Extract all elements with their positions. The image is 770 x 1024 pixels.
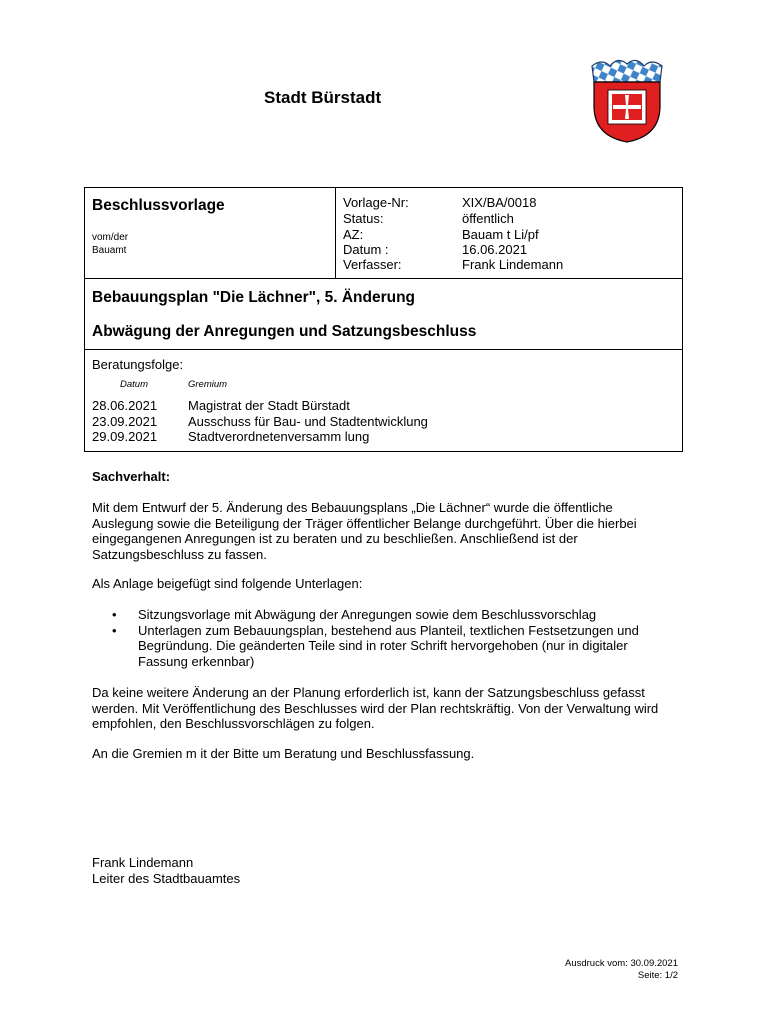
meta-value-datum: 16.06.2021 (462, 242, 528, 257)
form-box (84, 187, 683, 452)
meta-label-az: AZ: (343, 227, 364, 242)
meta-label-verfasser: Verfasser: (343, 257, 402, 272)
list-item (112, 607, 672, 623)
list-item-text: Unterlagen zum Bebauungsplan, bestehend aus Planteil, textlichen Festsetzungen und Begründung. Die geänderten Teile sind in roter Schrift hervorgehoben (nur in digitaler Fassung erkennbar) (138, 622, 639, 669)
consultation-body: Ausschuss für Bau- und Stadtentwicklung (188, 414, 428, 429)
meta-label-status: Status: (343, 211, 384, 226)
meta-value-verfasser: Frank Lindemann (462, 257, 564, 272)
meta-label-vorlage: Vorlage-Nr: (343, 195, 409, 210)
print-date: Ausdruck vom: 30.09.2021 (564, 958, 678, 969)
paragraph-4: An die Gremien m it der Bitte um Beratung und Beschlussfassung. (92, 746, 475, 761)
page-number: Seite: 1/2 (637, 969, 678, 981)
bullet-icon: • (112, 607, 117, 622)
city-title: Stadt Bürstadt (264, 88, 382, 107)
department: Bauamt (92, 245, 127, 256)
meta-value-status: öffentlich (462, 211, 514, 226)
consultation-date: 23.09.2021 (92, 414, 158, 429)
coat-of-arms-icon (590, 54, 664, 144)
list-item (112, 623, 672, 670)
attachments-list (112, 607, 672, 669)
consultation-body: Stadtverordnetenversamm lung (188, 429, 370, 444)
paragraph-2: Als Anlage beigefügt sind folgende Unterlagen: (92, 576, 363, 591)
consultation-heading: Beratungsfolge: (92, 357, 184, 372)
doc-type: Beschlussvorlage (92, 197, 225, 214)
from-label: vom/der (92, 232, 129, 243)
footer (565, 958, 678, 981)
paragraph-3: Da keine weitere Änderung an der Planung erforderlich ist, kann der Satzungsbeschluss gefasst werden. Mit Veröffentlichung des Beschlusses wird der Plan rechtskräftig. Von der Verwaltung wird empfohlen, den Beschlussvorschlägen zu folgen. (92, 685, 659, 731)
signature-role: Leiter des Stadtbauamtes (92, 871, 241, 886)
meta-value-az: Bauam t Li/pf (462, 227, 539, 242)
divider (84, 278, 683, 279)
consultation-body: Magistrat der Stadt Bürstadt (188, 398, 350, 413)
meta-value-vorlage: XIX/BA/0018 (462, 195, 537, 210)
meta-label-datum: Datum : (343, 242, 389, 257)
bullet-icon: • (112, 622, 117, 638)
subject-line-2: Abwägung der Anregungen und Satzungsbeschluss (92, 323, 477, 340)
consultation-date: 28.06.2021 (92, 398, 158, 413)
list-item-text: Sitzungsvorlage mit Abwägung der Anregungen sowie dem Beschlussvorschlag (138, 607, 597, 622)
column-header-body: Gremium (188, 379, 228, 390)
section-heading: Sachverhalt: (92, 469, 171, 484)
signature-name: Frank Lindemann (92, 855, 194, 870)
column-header-date: Datum (120, 379, 148, 390)
paragraph-1: Mit dem Entwurf der 5. Änderung des Bebauungsplans „Die Lächner“ wurde die öffentliche Auslegung sowie die Beteiligung der Träger öffentlicher Belange durchgeführt. Über die hierbei eingegangenen Anregungen ist zu beraten und zu beschließen. Anschließend ist der Satzungsbeschluss zu fassen. (92, 500, 637, 562)
consultation-date: 29.09.2021 (92, 429, 158, 444)
divider (84, 349, 683, 350)
subject-line-1: Bebauungsplan "Die Lächner", 5. Änderung (92, 289, 416, 306)
divider (335, 187, 336, 279)
